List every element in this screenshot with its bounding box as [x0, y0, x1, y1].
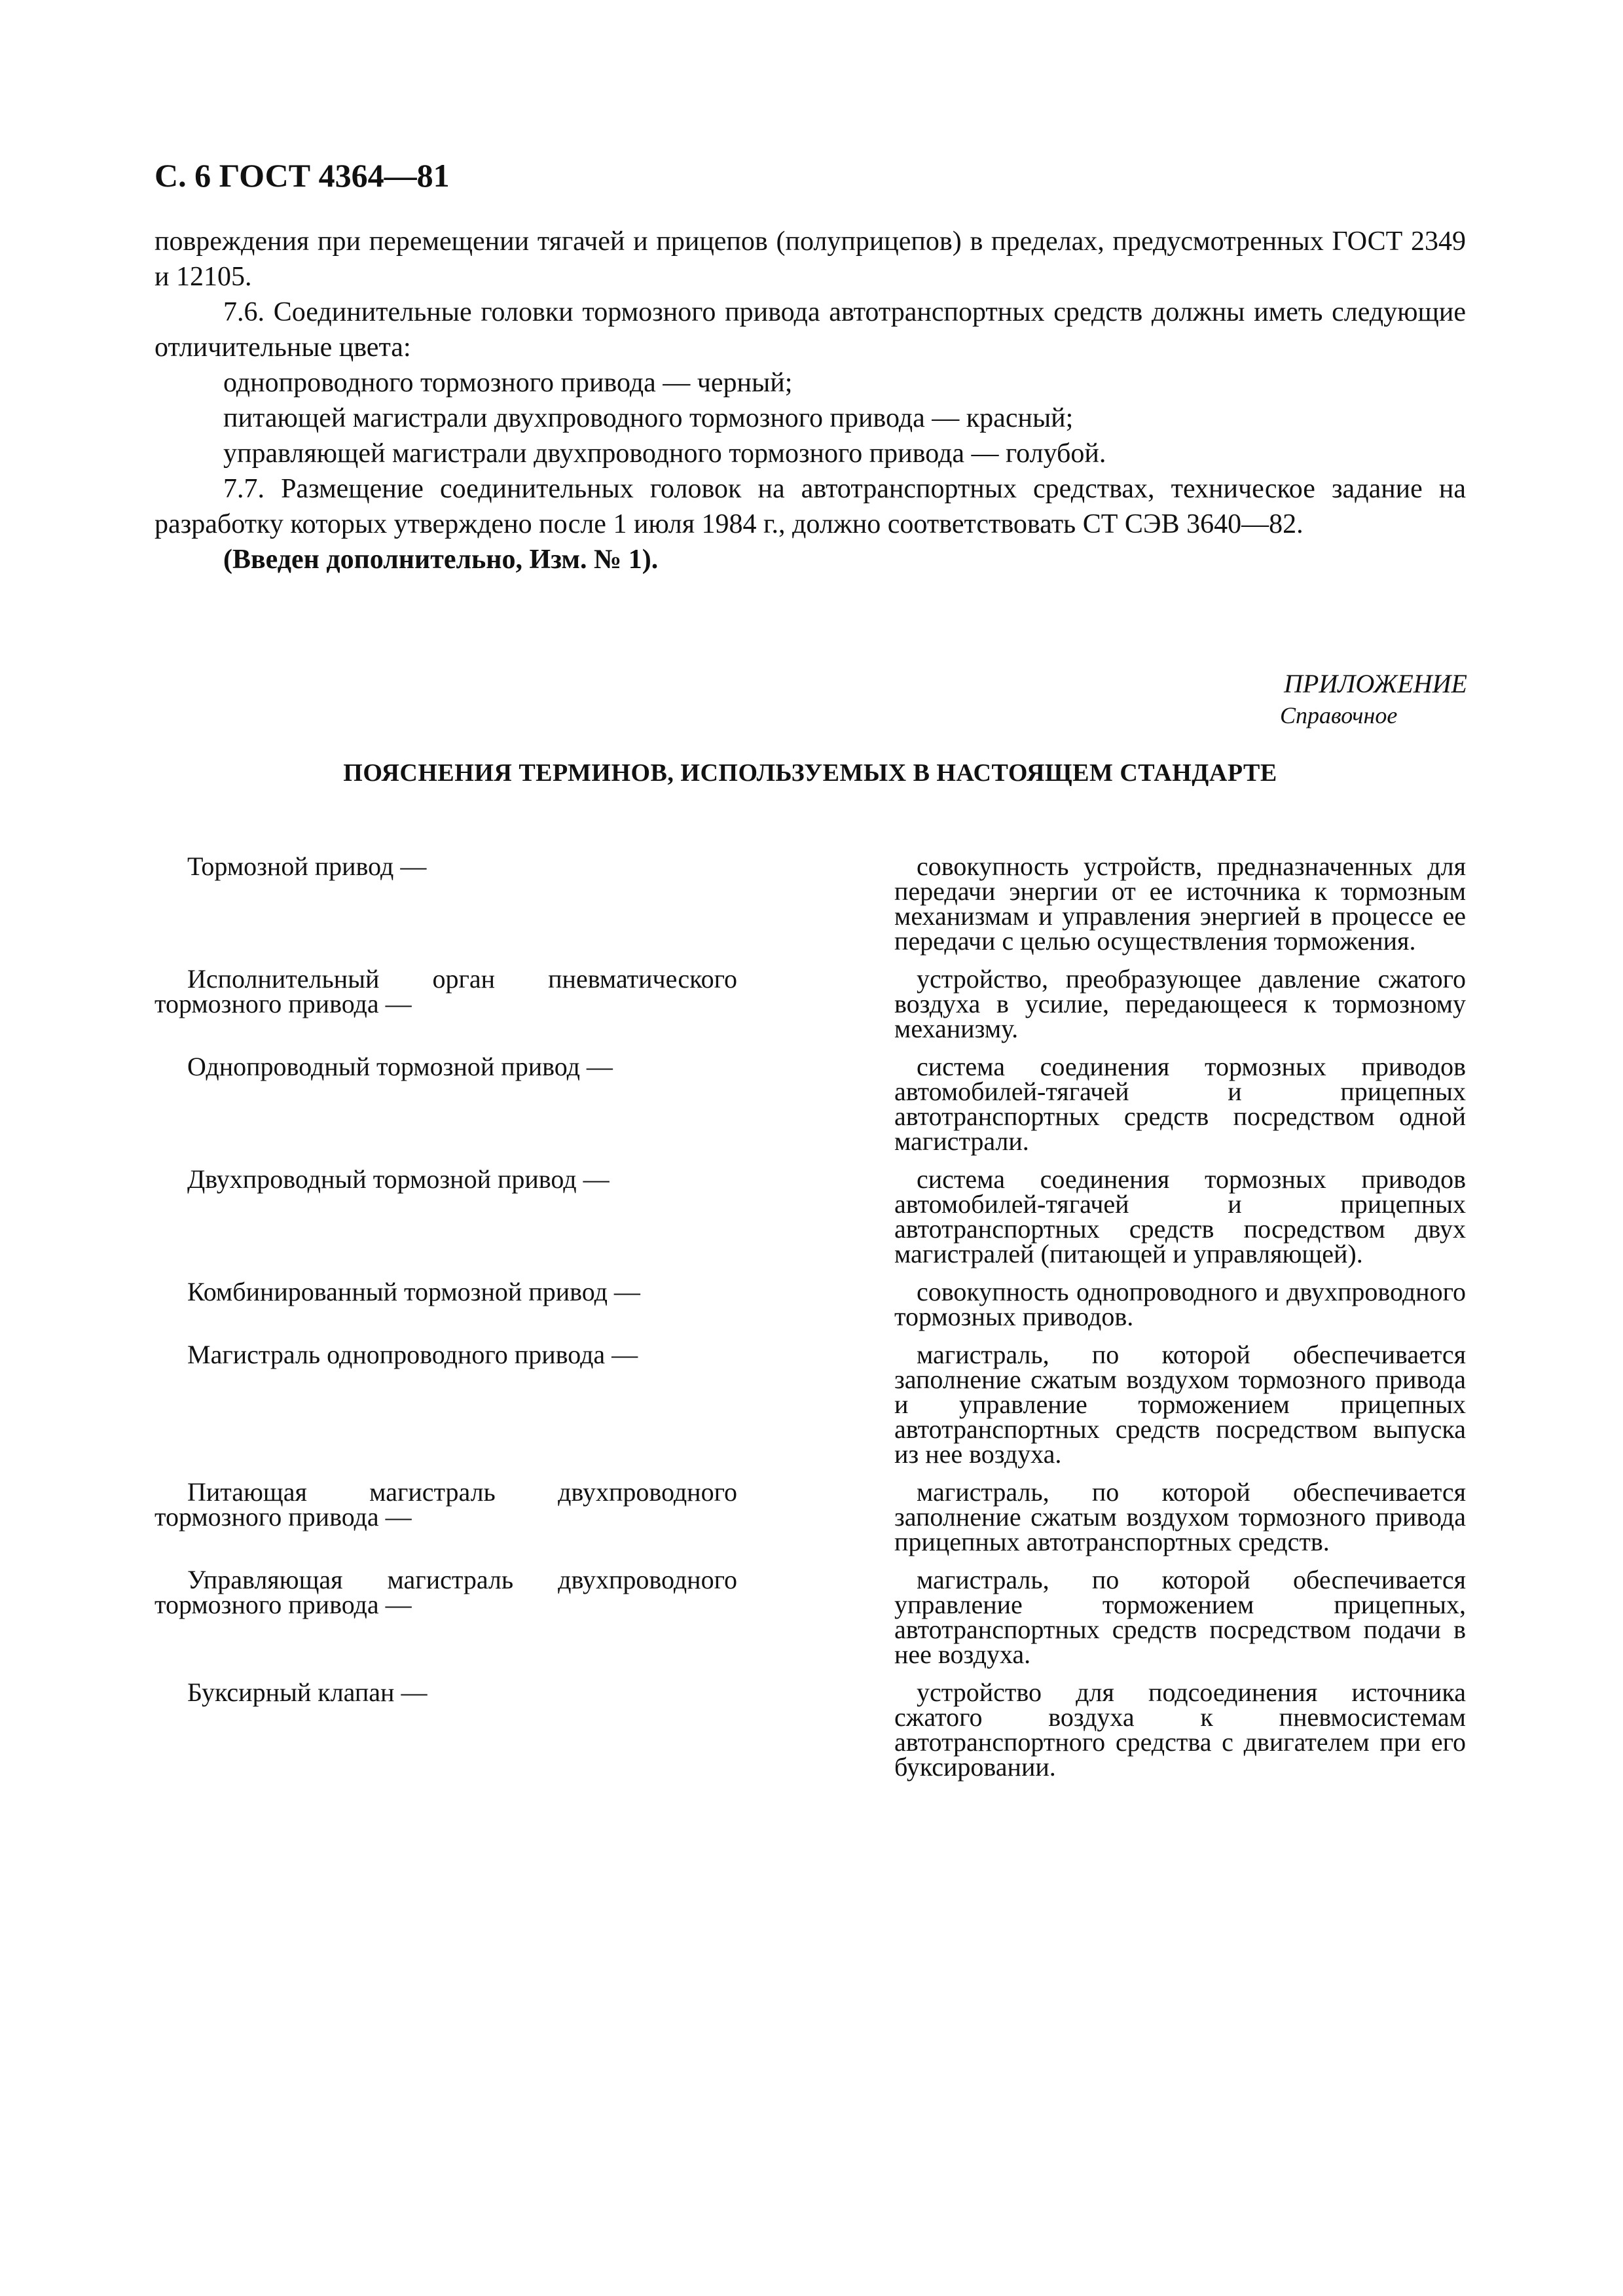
body-text — [155, 224, 1466, 577]
term-name: Управляющая магистраль двухпроводного тормозного привода — — [155, 1565, 737, 1619]
term-row — [155, 1054, 1466, 1154]
term-definition: магистраль, по которой обеспечивается заполнение сжатым воздухом тормозного привода и управление торможением прицепных автотранспортных средств посредством выпуска из нее воздуха. — [894, 1340, 1466, 1469]
appendix-label — [1280, 668, 1467, 730]
paragraph-continuation: повреждения при перемещении тягачей и прицепов (полуприцепов) в пределах, предусмотренных ГОСТ 2349 и 12105. — [155, 226, 1466, 292]
appendix-title: ПРИЛОЖЕНИЕ — [1284, 669, 1467, 698]
paragraph-7-6: 7.6. Соединительные головки тормозного привода автотранспортных средств должны иметь следующие отличительные цвета: — [155, 297, 1466, 363]
term-name: Однопроводный тормозной привод — — [187, 1052, 613, 1081]
amendment-note: (Введен дополнительно, Изм. № 1). — [223, 545, 659, 575]
term-definition: магистраль, по которой обеспечивается управление торможением прицепных, автотранспортных средств посредством подачи в нее воздуха. — [894, 1565, 1466, 1669]
color-list-item: управляющей магистрали двухпроводного тормозного привода — голубой. — [223, 439, 1106, 469]
term-name: Двухпроводный тормозной привод — — [187, 1164, 610, 1194]
term-definition: совокупность однопроводного и двухпроводного тормозных приводов. — [894, 1277, 1466, 1331]
term-row — [155, 1164, 1466, 1268]
term-row — [155, 854, 1466, 954]
term-name: Тормозной привод — — [187, 852, 427, 881]
term-definition: устройство, преобразующее давление сжатого воздуха в усилие, передающееся к тормозному механизму. — [894, 964, 1466, 1043]
term-row — [155, 1677, 1466, 1782]
term-definition: система соединения тормозных приводов автомобилей-тягачей и прицепных автотранспортных средств посредством одной магистрали. — [894, 1052, 1466, 1156]
term-name: Буксирный клапан — — [187, 1677, 428, 1707]
term-row — [155, 1565, 1466, 1669]
term-row — [155, 1277, 1466, 1331]
term-definition: система соединения тормозных приводов автомобилей-тягачей и прицепных автотранспортных средств посредством двух магистралей (питающей и управляющей). — [894, 1164, 1466, 1268]
paragraph-7-7: 7.7. Размещение соединительных головок на автотранспортных средствах, техническое задание на разработку которых утверждено после 1 июля 1984 г., должно соответствовать СТ СЭВ 3640—82. — [155, 474, 1466, 539]
term-definition: устройство для подсоединения источника сжатого воздуха к пневмосистемам автотранспортного средства с двигателем при его буксировании. — [894, 1677, 1466, 1782]
term-row — [155, 1342, 1466, 1467]
term-row — [155, 964, 1466, 1043]
term-name: Магистраль однопроводного привода — — [187, 1340, 638, 1369]
appendix-subtitle: Справочное — [1280, 702, 1398, 728]
color-list-item: питающей магистрали двухпроводного тормозного привода — красный; — [223, 403, 1074, 433]
page-header: С. 6 ГОСТ 4364—81 — [155, 157, 450, 194]
term-row — [155, 1477, 1466, 1556]
term-definition: магистраль, по которой обеспечивается заполнение сжатым воздухом тормозного привода прицепных автотранспортных средств. — [894, 1477, 1466, 1556]
terms-section-title: ПОЯСНЕНИЯ ТЕРМИНОВ, ИСПОЛЬЗУЕМЫХ В НАСТОЯЩЕМ СТАНДАРТЕ — [343, 759, 1277, 787]
color-list-item: однопроводного тормозного привода — черный; — [223, 368, 793, 398]
terms-list — [155, 854, 1466, 1780]
term-name: Исполнительный орган пневматического тормозного привода — — [155, 964, 737, 1018]
term-name: Комбинированный тормозной привод — — [187, 1277, 640, 1306]
term-definition: совокупность устройств, предназначенных для передачи энергии от ее источника к тормозным механизмам и управления энергией в процессе ее передачи с целью осуществления торможения. — [894, 852, 1466, 956]
term-name: Питающая магистраль двухпроводного тормозного привода — — [155, 1477, 737, 1532]
